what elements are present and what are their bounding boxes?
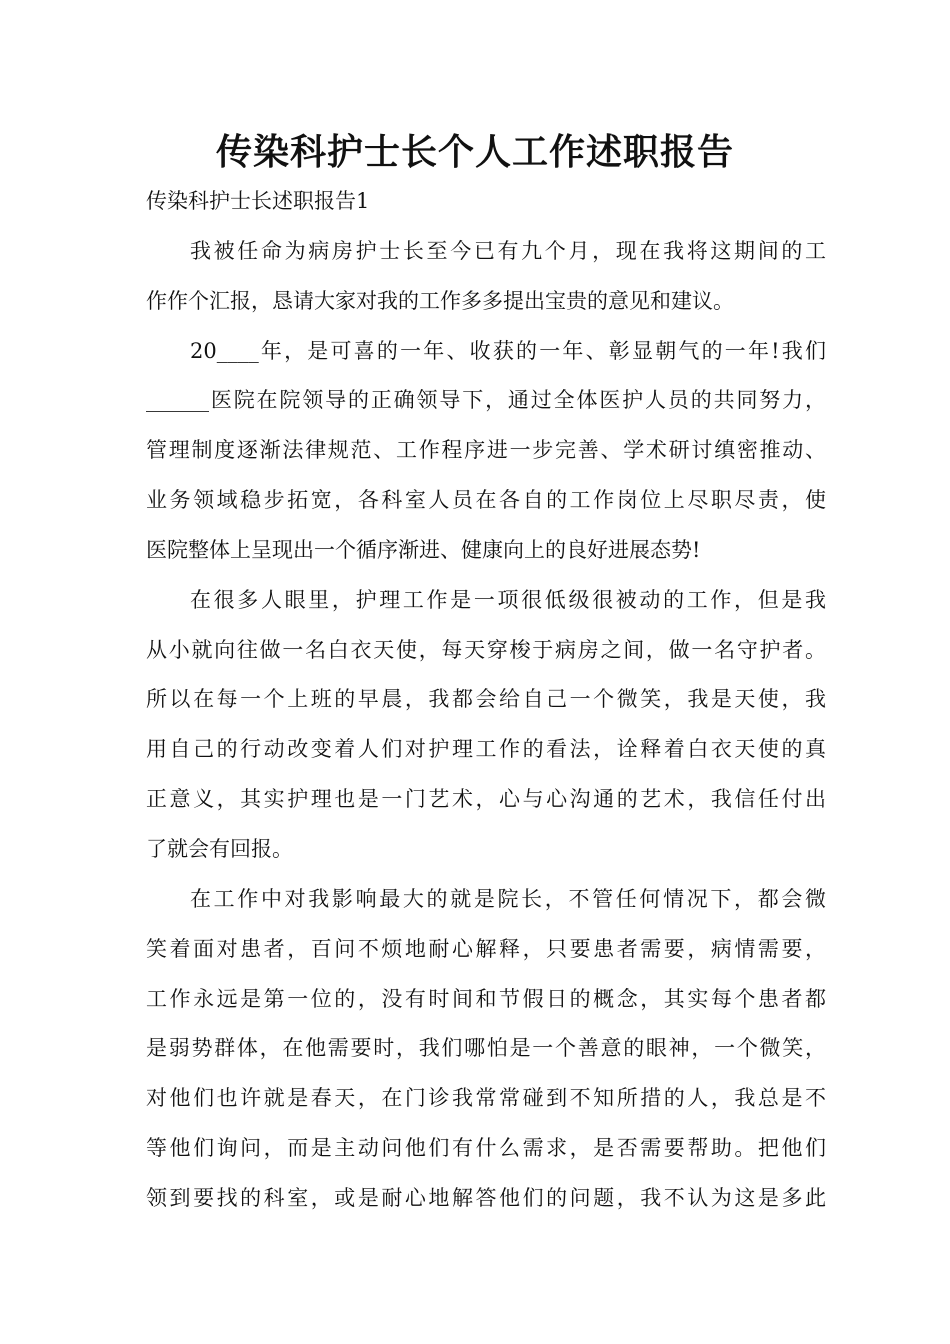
text-line: 医院整体上呈现出一个循序渐进、健康向上的良好进展态势! (146, 538, 701, 562)
text-line: 了就会有回报。 (146, 837, 293, 861)
text-line: 工作永远是第一位的，没有时间和节假日的概念，其实每个患者都 (146, 987, 826, 1011)
text-line: ______医院在院领导的正确领导下，通过全体医护人员的共同努力， (146, 388, 826, 412)
text-line: 用自己的行动改变着人们对护理工作的看法，诠释着白衣天使的真 (146, 737, 826, 761)
text-line: 管理制度逐渐法律规范、工作程序进一步完善、学术研讨缜密推动、 (146, 438, 826, 462)
text-line: 等他们询问，而是主动问他们有什么需求，是否需要帮助。把他们 (146, 1136, 826, 1160)
text-line: 在很多人眼里，护理工作是一项很低级很被动的工作，但是我 (190, 588, 826, 612)
document-subtitle: 传染科护士长述职报告1 (146, 189, 370, 213)
text-line: 所以在每一个上班的早晨，我都会给自己一个微笑，我是天使，我 (146, 687, 826, 711)
text-line: 业务领域稳步拓宽，各科室人员在各自的工作岗位上尽职尽责，使 (146, 488, 826, 512)
document-title: 传染科护士长个人工作述职报告 (215, 131, 734, 173)
text-line: 作作个汇报，恳请大家对我的工作多多提出宝贵的意见和建议。 (146, 289, 734, 313)
text-line: 在工作中对我影响最大的就是院长，不管任何情况下，都会微 (190, 887, 826, 911)
text-line: 正意义，其实护理也是一门艺术，心与心沟通的艺术，我信任付出 (146, 787, 826, 811)
text-line: 我被任命为病房护士长至今已有九个月，现在我将这期间的工 (190, 239, 826, 263)
text-line: 20____年，是可喜的一年、收获的一年、彰显朝气的一年!我们 (190, 339, 826, 363)
text-line: 领到要找的科室，或是耐心地解答他们的问题，我不认为这是多此 (146, 1186, 826, 1210)
text-line: 对他们也许就是春天，在门诊我常常碰到不知所措的人，我总是不 (146, 1086, 826, 1110)
text-line: 从小就向往做一名白衣天使，每天穿梭于病房之间，做一名守护者。 (146, 638, 826, 662)
text-line: 笑着面对患者，百问不烦地耐心解释，只要患者需要，病情需要， (146, 937, 826, 961)
text-line: 是弱势群体，在他需要时，我们哪怕是一个善意的眼神，一个微笑， (146, 1036, 826, 1060)
